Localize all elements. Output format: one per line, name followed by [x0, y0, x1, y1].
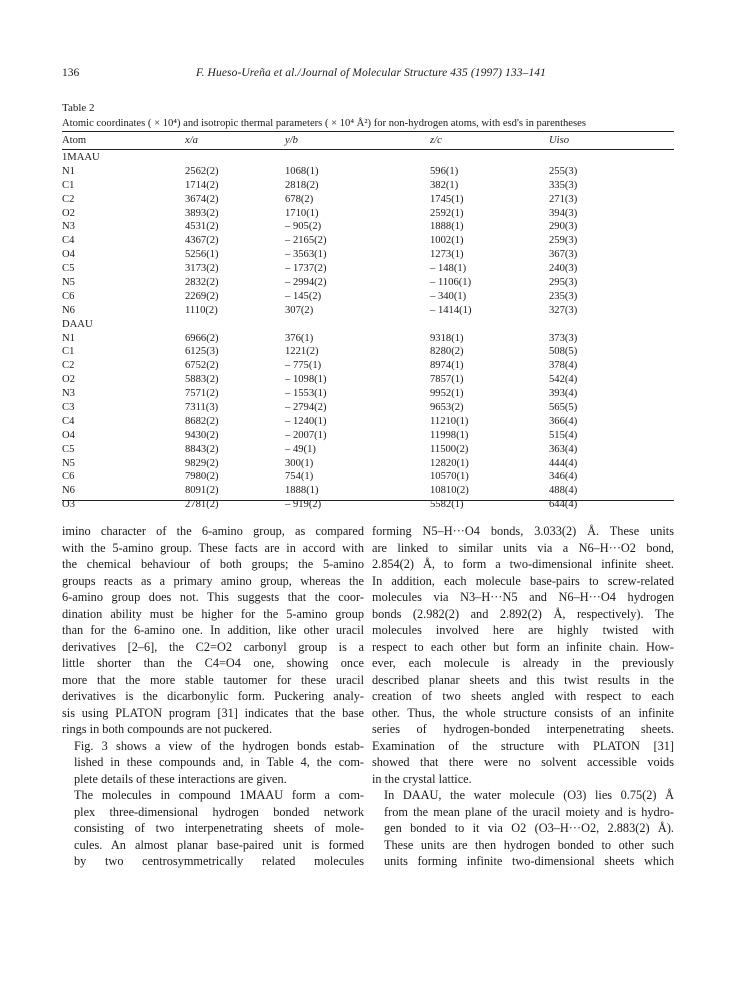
atom-cell: C4: [62, 235, 75, 247]
table-row: [62, 262, 674, 276]
y-coordinate-cell: 307(2): [285, 304, 314, 316]
text-line: more that the more stable tautomer for these uracil: [62, 672, 364, 687]
y-coordinate-cell: – 3563(1): [285, 249, 327, 261]
atom-cell: O2: [62, 374, 75, 386]
paragraph: [62, 787, 364, 870]
text-line: groups reacts as a primary amino group, whereas the: [62, 573, 364, 588]
x-coordinate-cell: 4531(2): [185, 221, 219, 233]
uiso-cell: 393(4): [549, 388, 578, 400]
table-group-label: [62, 318, 674, 332]
text-line: dination ability must be higher for the 5-amino group: [62, 606, 364, 621]
uiso-cell: 515(4): [549, 429, 578, 441]
x-coordinate-cell: 1110(2): [185, 304, 218, 316]
text-line: by two centrosymmetrically related molecules: [74, 854, 364, 868]
z-coordinate-cell: 1745(1): [430, 193, 464, 205]
text-line: units forming infinite two-dimensional sheets which: [384, 854, 674, 868]
y-coordinate-cell: – 1553(1): [285, 388, 327, 400]
uiso-cell: 327(3): [549, 304, 578, 316]
table-column-headers: [62, 135, 674, 148]
paragraph: [62, 738, 364, 788]
table-caption: Atomic coordinates ( × 10⁴) and isotropic thermal parameters ( × 10⁴ Å²) for non-hydrogen atoms, with esd's in parentheses: [62, 118, 586, 129]
y-coordinate-cell: 1710(1): [285, 207, 319, 219]
y-coordinate-cell: – 775(1): [285, 360, 322, 372]
text-line: sis using PLATON program [31] indicates that the base: [62, 705, 364, 720]
text-line: Examination of the structure with PLATON [31]: [372, 738, 674, 753]
text-line: imino character of the 6-amino group, as compared: [62, 524, 364, 538]
y-coordinate-cell: – 1737(2): [285, 263, 327, 275]
atom-cell: C6: [62, 290, 75, 302]
column-header-x: x/a: [185, 135, 198, 146]
text-line: little shorter than the C4=O4 one, showing once: [62, 656, 364, 670]
group-name: 1MAAU: [62, 152, 100, 163]
atom-cell: O2: [62, 207, 75, 219]
y-coordinate-cell: – 2007(1): [285, 429, 327, 441]
text-line: In addition, each molecule base-pairs to screw-related: [372, 573, 674, 588]
y-coordinate-cell: 754(1): [285, 471, 314, 483]
y-coordinate-cell: – 2165(2): [285, 235, 327, 247]
table-row: [62, 443, 674, 457]
text-line: than for the 6-amino one. In addition, like other uracil: [62, 623, 364, 637]
z-coordinate-cell: 8974(1): [430, 360, 464, 372]
text-line: described planar sheets and this twist results in the: [372, 672, 674, 687]
table-row: [62, 165, 674, 179]
y-coordinate-cell: 1221(2): [285, 346, 319, 358]
atom-cell: C1: [62, 346, 75, 358]
atom-cell: C5: [62, 443, 75, 455]
uiso-cell: 235(3): [549, 290, 578, 302]
atom-cell: O4: [62, 429, 75, 441]
uiso-cell: 542(4): [549, 374, 578, 386]
table-bottom-rule: [62, 500, 674, 501]
x-coordinate-cell: 6125(3): [185, 346, 219, 358]
x-coordinate-cell: 7311(3): [185, 402, 219, 414]
uiso-cell: 394(3): [549, 207, 578, 219]
x-coordinate-cell: 9829(2): [185, 457, 219, 469]
table-title-block: [62, 102, 680, 130]
table-label: Table 2: [62, 102, 95, 114]
text-line: ever, each molecule is already in the previously: [372, 656, 674, 670]
uiso-cell: 255(3): [549, 165, 578, 177]
text-line: gen bonded to it via O2 (O3–H···O2, 2.883(2) Å).: [384, 821, 674, 835]
uiso-cell: 346(4): [549, 471, 578, 483]
atom-cell: C1: [62, 179, 75, 191]
uiso-cell: 295(3): [549, 277, 578, 289]
x-coordinate-cell: 7571(2): [185, 388, 219, 400]
body-text-left-column: [62, 523, 364, 870]
uiso-cell: 240(3): [549, 263, 578, 275]
text-line: plex three-dimensional hydrogen bonded network: [74, 804, 364, 819]
x-coordinate-cell: 6752(2): [185, 360, 219, 372]
x-coordinate-cell: 2832(2): [185, 277, 219, 289]
y-coordinate-cell: – 2994(2): [285, 277, 327, 289]
atom-cell: N5: [62, 457, 75, 469]
uiso-cell: 488(4): [549, 485, 578, 497]
text-line: Fig. 3 shows a view of the hydrogen bonds estab-: [74, 738, 364, 753]
atom-cell: N3: [62, 388, 75, 400]
y-coordinate-cell: 678(2): [285, 193, 314, 205]
x-coordinate-cell: 6966(2): [185, 332, 219, 344]
y-coordinate-cell: 1888(1): [285, 485, 319, 497]
uiso-cell: 335(3): [549, 179, 578, 191]
x-coordinate-cell: 8091(2): [185, 485, 219, 497]
atom-cell: C2: [62, 360, 75, 372]
x-coordinate-cell: 8682(2): [185, 415, 219, 427]
atom-cell: N5: [62, 277, 75, 289]
z-coordinate-cell: 1273(1): [430, 249, 464, 261]
text-line: molecules via N3–H···N5 and N6–H···O4 hydrogen: [372, 590, 674, 604]
table-row: [62, 401, 674, 415]
table-group-label: [62, 151, 674, 165]
table-row: [62, 387, 674, 401]
table-row: [62, 470, 674, 484]
table-row: [62, 484, 674, 498]
x-coordinate-cell: 2269(2): [185, 290, 219, 302]
atom-cell: C2: [62, 193, 75, 205]
uiso-cell: 367(3): [549, 249, 578, 261]
uiso-cell: 373(3): [549, 332, 578, 344]
atom-cell: C5: [62, 263, 75, 275]
uiso-cell: 363(4): [549, 443, 578, 455]
column-header-y: y/b: [285, 135, 298, 146]
z-coordinate-cell: – 340(1): [430, 290, 467, 302]
table-row: [62, 457, 674, 471]
text-line: in the crystal lattice.: [372, 771, 472, 786]
table-top-rule: [62, 131, 674, 132]
table-row: [62, 359, 674, 373]
text-line: creation of two sheets angled with respect to each: [372, 689, 674, 703]
atom-cell: O4: [62, 249, 75, 261]
uiso-cell: 290(3): [549, 221, 578, 233]
column-header-atom: Atom: [62, 135, 87, 146]
text-line: with the 5-amino group. These facts are in accord with: [62, 540, 364, 555]
uiso-cell: 259(3): [549, 235, 578, 247]
atom-cell: O3: [62, 499, 75, 511]
atom-cell: C6: [62, 471, 75, 483]
text-line: 6-amino group does not. This suggests that the coor-: [62, 590, 364, 604]
z-coordinate-cell: – 1106(1): [430, 277, 472, 289]
atom-cell: C3: [62, 402, 75, 414]
uiso-cell: 644(4): [549, 499, 578, 511]
z-coordinate-cell: 7857(1): [430, 374, 464, 386]
table-row: [62, 304, 674, 318]
text-line: lished in these compounds and, in Table 4, the com-: [74, 755, 364, 769]
text-line: showed that there were no solvent accessible voids: [372, 755, 674, 769]
atom-cell: C4: [62, 415, 75, 427]
text-line: 2.854(2) Å, to form a two-dimensional infinite sheet.: [372, 557, 674, 571]
text-line: respect to each other but form an infinite chain. How-: [372, 639, 674, 654]
atom-cell: N1: [62, 165, 75, 177]
z-coordinate-cell: 10810(2): [430, 485, 469, 497]
y-coordinate-cell: 1068(1): [285, 165, 319, 177]
atom-cell: N6: [62, 304, 75, 316]
group-name: DAAU: [62, 318, 93, 330]
table-row: [62, 193, 674, 207]
x-coordinate-cell: 9430(2): [185, 429, 219, 441]
y-coordinate-cell: – 2794(2): [285, 402, 327, 414]
page-number: 136: [62, 67, 80, 79]
atom-cell: N3: [62, 221, 75, 233]
column-header-z: z/c: [430, 135, 442, 146]
text-line: the chemical behaviour of both groups; the 5-amino: [62, 557, 364, 571]
z-coordinate-cell: 9318(1): [430, 332, 464, 344]
uiso-cell: 508(5): [549, 346, 578, 358]
atom-cell: N1: [62, 332, 75, 344]
table-row: [62, 429, 674, 443]
y-coordinate-cell: – 1240(1): [285, 415, 327, 427]
uiso-cell: 444(4): [549, 457, 578, 469]
text-line: plete details of these interactions are given.: [74, 771, 287, 786]
z-coordinate-cell: 9952(1): [430, 388, 464, 400]
text-line: rings in both compounds are not puckered.: [62, 722, 273, 736]
y-coordinate-cell: – 905(2): [285, 221, 322, 233]
x-coordinate-cell: 2781(2): [185, 499, 219, 511]
table-row: [62, 345, 674, 359]
z-coordinate-cell: 382(1): [430, 179, 459, 191]
z-coordinate-cell: 596(1): [430, 165, 459, 177]
table-row: [62, 276, 674, 290]
text-line: cules. An almost planar base-paired unit is formed: [74, 837, 364, 852]
text-line: consisting of two interpenetrating sheets of mole-: [74, 821, 364, 835]
table-row: [62, 415, 674, 429]
x-coordinate-cell: 2562(2): [185, 165, 219, 177]
z-coordinate-cell: 12820(1): [430, 457, 469, 469]
paragraph: [372, 523, 674, 787]
text-line: derivatives is the dicarbonylic form. Puckering analy-: [62, 689, 364, 703]
z-coordinate-cell: 11500(2): [430, 443, 469, 455]
table-row: [62, 248, 674, 262]
text-line: molecules involved here are highly twisted with: [372, 623, 674, 637]
text-line: derivatives [2–6], the C2=O2 carbonyl group is a: [62, 639, 364, 654]
uiso-cell: 565(5): [549, 402, 578, 414]
paragraph: [62, 523, 364, 738]
table-row: [62, 179, 674, 193]
y-coordinate-cell: 2818(2): [285, 179, 319, 191]
running-head: F. Hueso-Ureña et al./Journal of Molecular Structure 435 (1997) 133–141: [195, 67, 547, 79]
paragraph: [372, 787, 674, 870]
y-coordinate-cell: – 919(2): [285, 499, 322, 511]
text-line: other. Thus, the whole structure consists of an infinite: [372, 705, 674, 720]
x-coordinate-cell: 4367(2): [185, 235, 219, 247]
uiso-cell: 271(3): [549, 193, 578, 205]
x-coordinate-cell: 3674(2): [185, 193, 219, 205]
z-coordinate-cell: 1888(1): [430, 221, 464, 233]
uiso-cell: 378(4): [549, 360, 578, 372]
text-line: forming N5–H···O4 bonds, 3.033(2) Å. These units: [372, 524, 674, 538]
z-coordinate-cell: – 1414(1): [430, 304, 472, 316]
x-coordinate-cell: 3173(2): [185, 263, 219, 275]
y-coordinate-cell: – 49(1): [285, 443, 316, 455]
z-coordinate-cell: 10570(1): [430, 471, 469, 483]
atom-cell: N6: [62, 485, 75, 497]
text-line: are linked to similar units via a N6–H···O2 bond,: [372, 540, 674, 555]
x-coordinate-cell: 1714(2): [185, 179, 219, 191]
z-coordinate-cell: – 148(1): [430, 263, 467, 275]
x-coordinate-cell: 7980(2): [185, 471, 219, 483]
table-row: [62, 373, 674, 387]
text-line: The molecules in compound 1MAAU form a com-: [74, 788, 364, 802]
table-row: [62, 332, 674, 346]
table-row: [62, 234, 674, 248]
text-line: bonds (2.982(2) and 2.892(2) Å, respectively). The: [372, 606, 674, 621]
text-line: from the mean plane of the uracil moiety and is hydro-: [384, 804, 674, 819]
table-row: [62, 220, 674, 234]
page-header: [62, 67, 680, 83]
body-text-right-column: [372, 523, 674, 870]
z-coordinate-cell: 2592(1): [430, 207, 464, 219]
y-coordinate-cell: 376(1): [285, 332, 314, 344]
table-row: [62, 207, 674, 221]
uiso-cell: 366(4): [549, 415, 578, 427]
x-coordinate-cell: 8843(2): [185, 443, 219, 455]
y-coordinate-cell: – 145(2): [285, 290, 322, 302]
z-coordinate-cell: 1002(1): [430, 235, 464, 247]
x-coordinate-cell: 5256(1): [185, 249, 219, 261]
text-line: In DAAU, the water molecule (O3) lies 0.75(2) Å: [384, 788, 674, 802]
z-coordinate-cell: 11998(1): [430, 429, 469, 441]
table-header-rule: [62, 149, 674, 150]
z-coordinate-cell: 5582(1): [430, 499, 464, 511]
text-line: series of hydrogen-bonded interpenetrating sheets.: [372, 722, 674, 736]
column-header-uiso: Uiso: [549, 135, 570, 146]
y-coordinate-cell: – 1098(1): [285, 374, 327, 386]
text-line: These units are then hydrogen bonded to other such: [384, 837, 674, 852]
x-coordinate-cell: 5883(2): [185, 374, 219, 386]
x-coordinate-cell: 3893(2): [185, 207, 219, 219]
z-coordinate-cell: 11210(1): [430, 415, 469, 427]
z-coordinate-cell: 8280(2): [430, 346, 464, 358]
table-row: [62, 290, 674, 304]
coordinates-table-body: [62, 151, 674, 512]
y-coordinate-cell: 300(1): [285, 457, 314, 469]
z-coordinate-cell: 9653(2): [430, 402, 464, 414]
